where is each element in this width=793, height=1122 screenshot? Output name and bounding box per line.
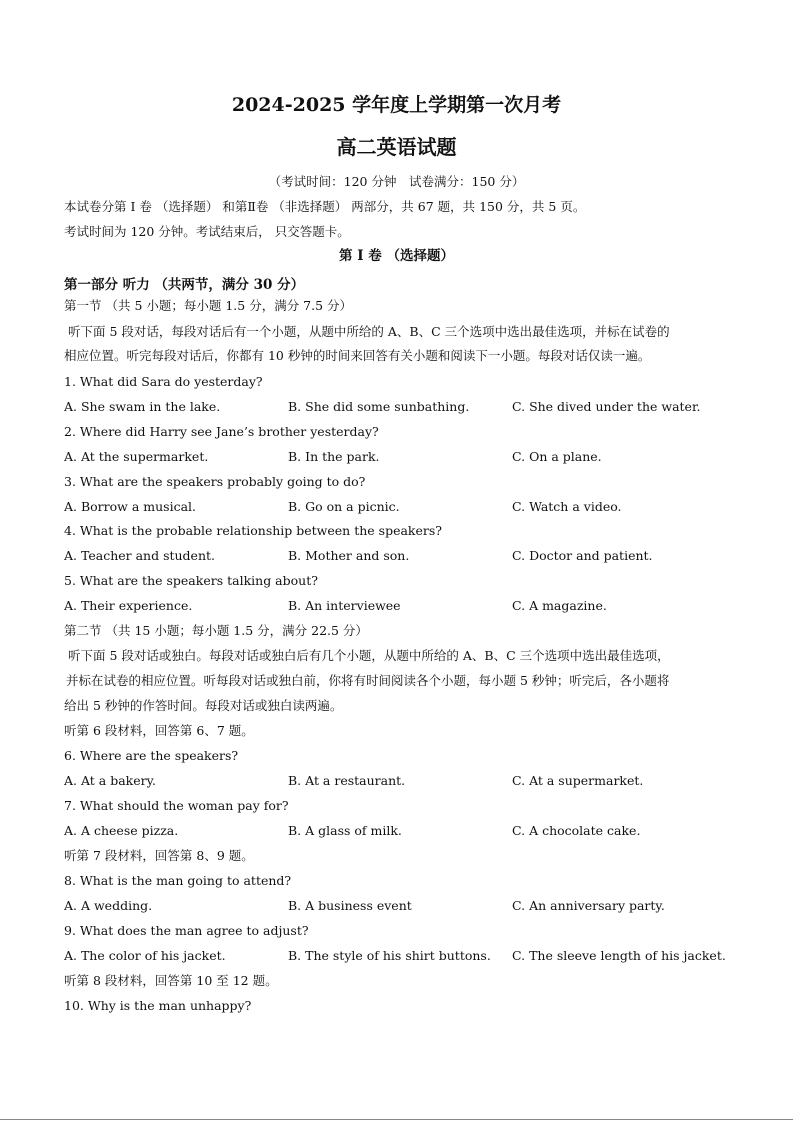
question-6: 6. Where are the speakers?: [64, 748, 239, 763]
question-9: 9. What does the man agree to adjust?: [64, 923, 309, 938]
material-6-note: 听第 6 段材料，回答第 6、7 题。: [64, 723, 254, 738]
q7-option-a: A. A cheese pizza.: [64, 823, 179, 838]
q2-option-c: C. On a plane.: [512, 449, 602, 464]
section1-heading: 第一节 （共 5 小题；每小题 1.5 分，满分 7.5 分）: [64, 298, 353, 313]
material-7-note: 听第 7 段材料，回答第 8、9 题。: [64, 848, 254, 863]
question-3: 3. What are the speakers probably going to do?: [64, 474, 366, 489]
q5-option-c: C. A magazine.: [512, 598, 607, 613]
q8-option-b: B. A business event: [288, 898, 412, 913]
q9-option-b: B. The style of his shirt buttons.: [288, 948, 491, 963]
q6-option-c: C. At a supermarket.: [512, 773, 644, 788]
question-2: 2. Where did Harry see Jane’s brother yesterday?: [64, 424, 379, 439]
q2-option-a: A. At the supermarket.: [64, 449, 209, 464]
section2-instruction-3: 给出 5 秒钟的作答时间。每段对话或独白读两遍。: [64, 698, 343, 713]
intro-line-1: 本试卷分第 I 卷 （选择题） 和第Ⅱ卷 （非选择题） 两部分，共 67 题，共 150 分，共 5 页。: [64, 199, 586, 214]
q9-option-a: A. The color of his jacket.: [64, 948, 226, 963]
intro-line-2: 考试时间为 120 分钟。考试结束后， 只交答题卡。: [64, 224, 350, 239]
section1-instruction-2: 相应位置。听完每段对话后，你都有 10 秒钟的时间来回答有关小题和阅读下一小题。每段对话仅读一遍。: [64, 348, 651, 363]
volume1-heading: 第 I 卷 （选择题）: [339, 248, 454, 264]
q3-option-c: C. Watch a video.: [512, 499, 622, 514]
q9-option-c: C. The sleeve length of his jacket.: [512, 948, 726, 963]
question-10: 10. Why is the man unhappy?: [64, 998, 252, 1013]
question-4: 4. What is the probable relationship between the speakers?: [64, 523, 442, 538]
q8-option-c: C. An anniversary party.: [512, 898, 665, 913]
q2-option-b: B. In the park.: [288, 449, 380, 464]
section2-instruction-1: 听下面 5 段对话或独白。每段对话或独白后有几个小题，从题中所给的 A、B、C 三个选项中选出最佳选项，: [68, 648, 670, 663]
q7-option-c: C. A chocolate cake.: [512, 823, 641, 838]
exam-subtitle: 高二英语试题: [336, 135, 457, 159]
exam-info: （考试时间：120 分钟 试卷满分：150 分）: [268, 174, 525, 189]
material-8-note: 听第 8 段材料，回答第 10 至 12 题。: [64, 973, 278, 988]
q5-option-b: B. An interviewee: [288, 598, 401, 613]
section2-heading: 第二节 （共 15 小题；每小题 1.5 分，满分 22.5 分）: [64, 623, 368, 638]
q4-option-b: B. Mother and son.: [288, 548, 410, 563]
page-bottom-rule: [0, 1119, 793, 1120]
question-1: 1. What did Sara do yesterday?: [64, 374, 263, 389]
exam-title: 2024-2025 学年度上学期第一次月考: [231, 94, 562, 116]
q5-option-a: A. Their experience.: [64, 598, 193, 613]
question-5: 5. What are the speakers talking about?: [64, 573, 318, 588]
question-7: 7. What should the woman pay for?: [64, 798, 289, 813]
q6-option-a: A. At a bakery.: [64, 773, 156, 788]
q3-option-b: B. Go on a picnic.: [288, 499, 400, 514]
q1-option-a: A. She swam in the lake.: [64, 399, 221, 414]
q4-option-a: A. Teacher and student.: [64, 548, 216, 563]
part1-heading: 第一部分 听力 （共两节，满分 30 分）: [64, 277, 305, 293]
q7-option-b: B. A glass of milk.: [288, 823, 402, 838]
q1-option-b: B. She did some sunbathing.: [288, 399, 470, 414]
q6-option-b: B. At a restaurant.: [288, 773, 406, 788]
q8-option-a: A. A wedding.: [64, 898, 153, 913]
q1-option-c: C. She dived under the water.: [512, 399, 701, 414]
section2-instruction-2: 并标在试卷的相应位置。听每段对话或独白前，你将有时间阅读各个小题，每小题 5 秒钟；听完后，各小题将: [66, 673, 670, 688]
question-8: 8. What is the man going to attend?: [64, 873, 292, 888]
section1-instruction-1: 听下面 5 段对话，每段对话后有一个小题，从题中所给的 A、B、C 三个选项中选出最佳选项，并标在试卷的: [68, 324, 670, 339]
q3-option-a: A. Borrow a musical.: [64, 499, 197, 514]
q4-option-c: C. Doctor and patient.: [512, 548, 653, 563]
